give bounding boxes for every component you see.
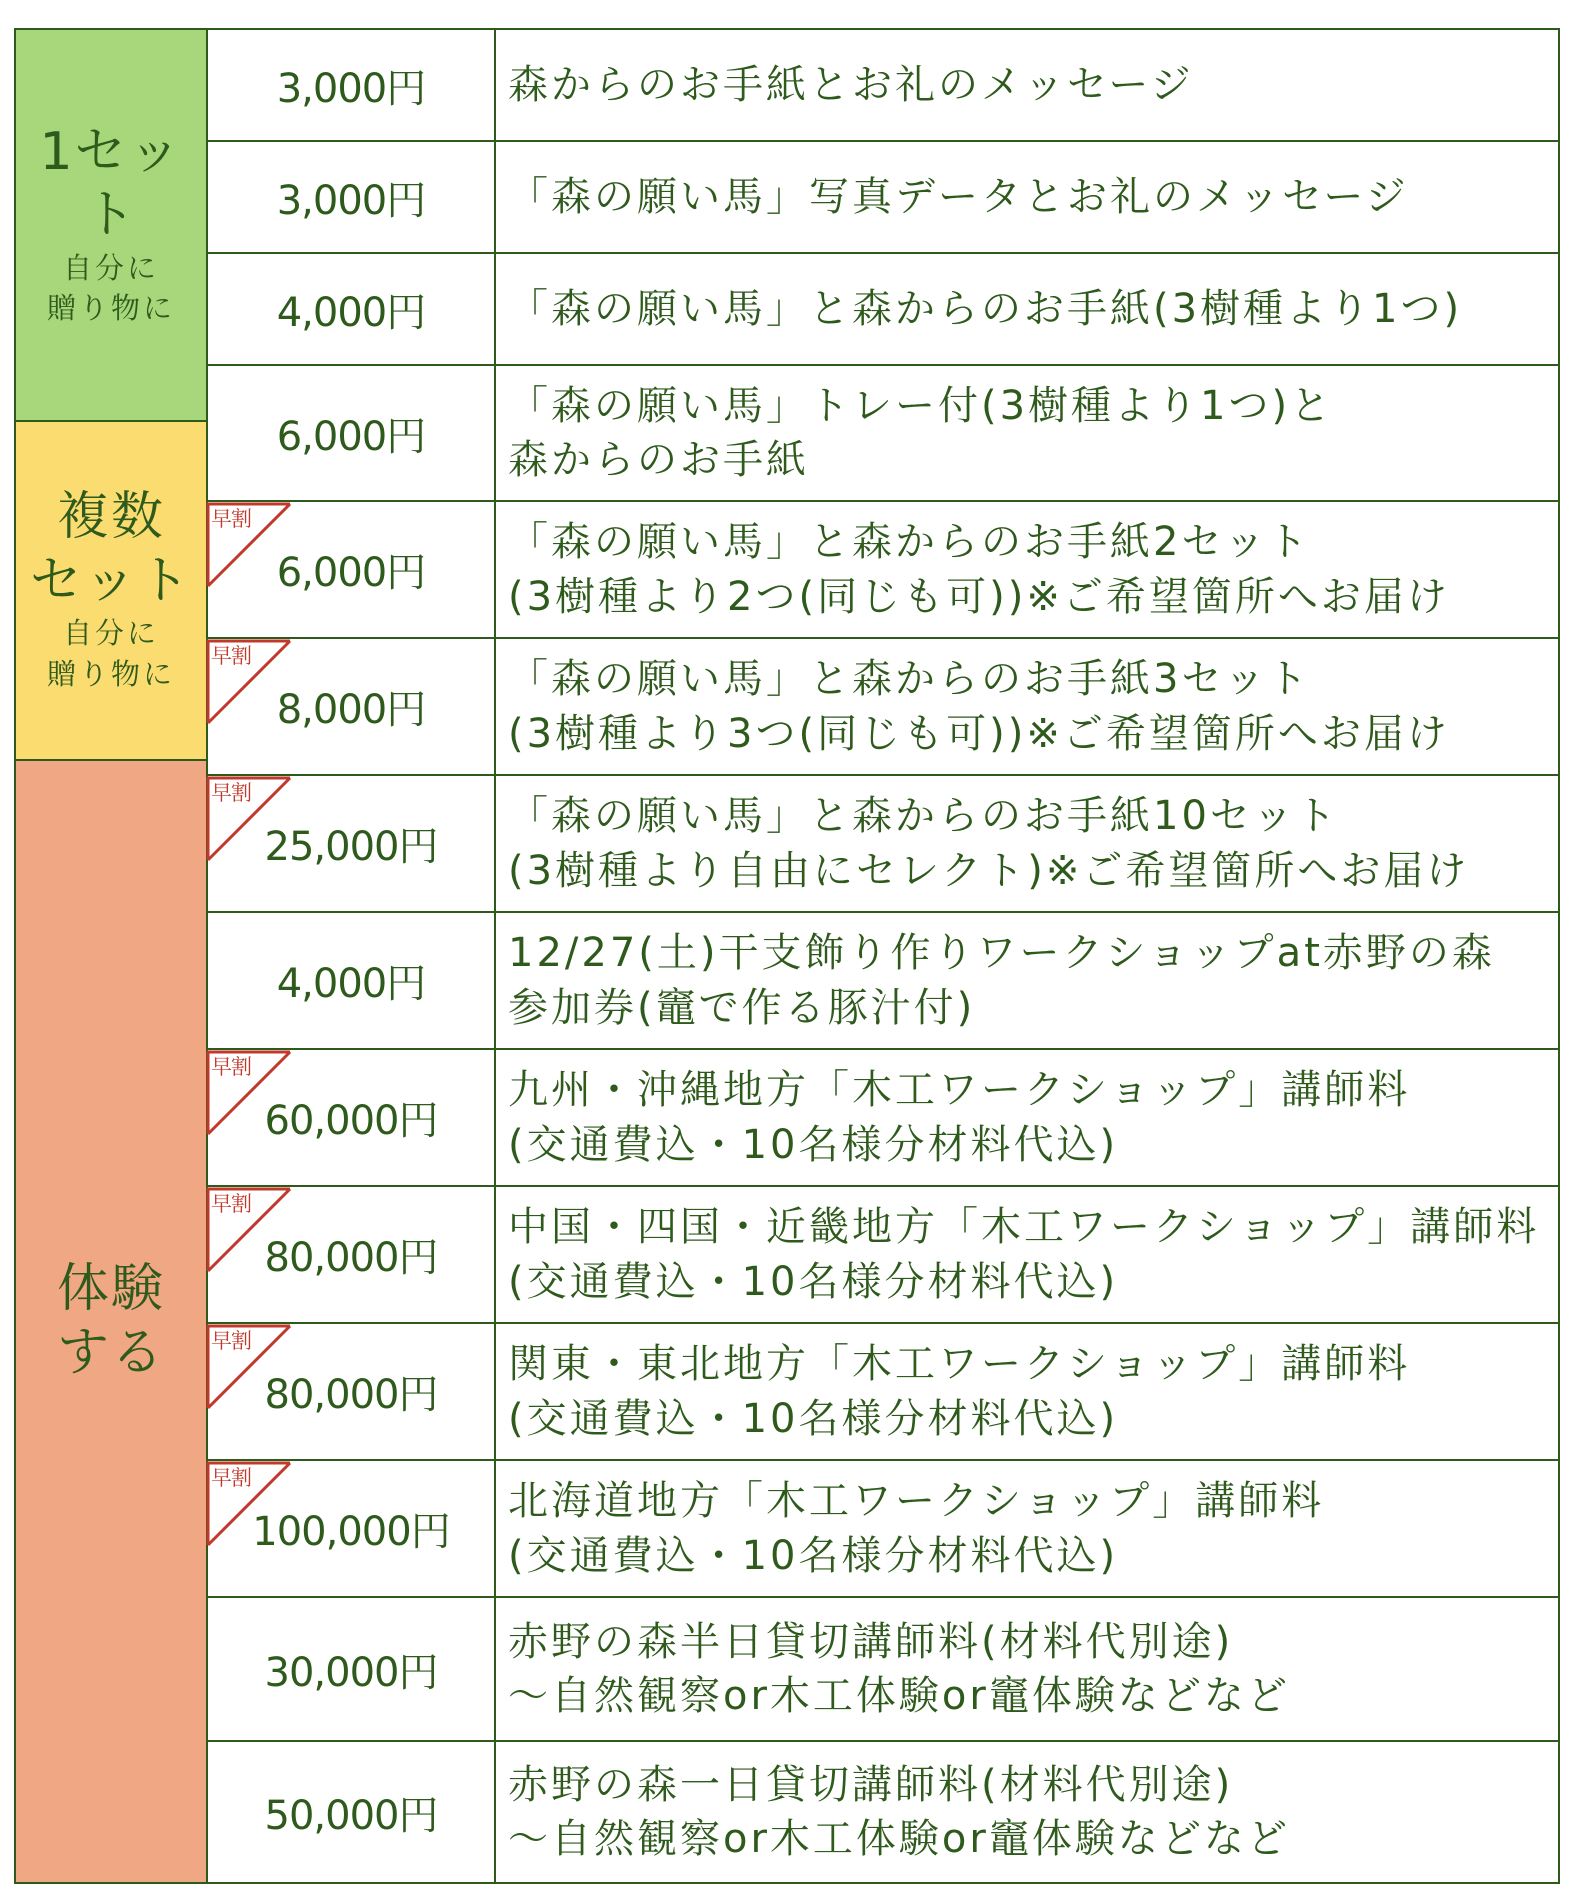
price-value: 3,000円 <box>276 65 426 112</box>
description-line: 「森の願い馬」トレー付(3樹種より1つ)と <box>508 382 1334 429</box>
price-cell <box>208 1742 496 1882</box>
description-cell <box>496 502 1560 637</box>
description-line: 関東・東北地方「木工ワークショップ」講師料 <box>508 1341 1411 1388</box>
category-title: 複数 <box>56 487 165 548</box>
table-row <box>208 1596 1560 1740</box>
price-cell <box>208 639 496 774</box>
table-row <box>208 140 1560 252</box>
description-line: (3樹種より3つ(同じも可))※ご希望箇所へお届け <box>508 710 1450 757</box>
category-experience <box>14 759 208 1884</box>
table-row <box>208 28 1560 140</box>
table-row <box>208 774 1560 911</box>
badge-label: 早割 <box>211 507 251 531</box>
category-subtitle: 贈り物に <box>46 291 175 326</box>
description-cell <box>496 1050 1560 1185</box>
description-line: (交通費込・10名様分材料代込) <box>508 1258 1119 1305</box>
price-cell <box>208 1324 496 1459</box>
description-cell <box>496 1187 1560 1322</box>
description-cell <box>496 254 1560 364</box>
price-value: 60,000円 <box>264 1098 438 1144</box>
badge-label: 早割 <box>211 644 251 668</box>
description-cell <box>496 1742 1560 1882</box>
price-value: 25,000円 <box>264 824 438 870</box>
price-cell <box>208 776 496 911</box>
badge-label: 早割 <box>211 1329 251 1353</box>
badge-label: 早割 <box>211 1055 251 1079</box>
category-title: 体験 <box>56 1259 165 1320</box>
table-row <box>208 1459 1560 1596</box>
description-line: (3樹種より2つ(同じも可))※ご希望箇所へお届け <box>508 573 1450 620</box>
table-row <box>208 911 1560 1048</box>
early-discount-badge <box>206 1187 292 1273</box>
price-cell <box>208 1050 496 1185</box>
description-line: 〜自然観察or木工体験or竈体験などなど <box>508 1673 1290 1719</box>
category-title: セット <box>29 550 192 611</box>
description-line: 赤野の森一日貸切講師料(材料代別途) <box>508 1761 1234 1808</box>
early-discount-badge <box>206 1050 292 1136</box>
description-line: 森からのお手紙とお礼のメッセージ <box>508 61 1194 108</box>
badge-label: 早割 <box>211 781 251 805</box>
category-title: する <box>56 1322 165 1383</box>
price-value: 50,000円 <box>264 1792 438 1839</box>
price-cell <box>208 254 496 364</box>
price-value: 6,000円 <box>276 550 426 596</box>
description-line: 12/27(土)干支飾り作りワークショップat赤野の森 <box>508 930 1495 977</box>
description-cell <box>496 366 1560 500</box>
category-multi-set <box>14 420 208 761</box>
early-discount-badge <box>206 639 292 725</box>
table-row <box>208 1185 1560 1322</box>
table-row <box>208 364 1560 500</box>
description-cell <box>496 913 1560 1048</box>
description-cell <box>496 639 1560 774</box>
description-line: (交通費込・10名様分材料代込) <box>508 1121 1119 1168</box>
early-discount-badge <box>206 502 292 588</box>
early-discount-badge <box>206 1324 292 1410</box>
early-discount-badge <box>206 776 292 862</box>
description-line: (交通費込・10名様分材料代込) <box>508 1532 1119 1579</box>
price-value: 80,000円 <box>264 1372 438 1418</box>
description-cell <box>496 1598 1560 1740</box>
description-line: 「森の願い馬」と森からのお手紙10セット <box>508 793 1339 840</box>
price-cell <box>208 913 496 1048</box>
early-discount-badge <box>206 1461 292 1547</box>
description-cell <box>496 1461 1560 1596</box>
table-row <box>208 637 1560 774</box>
description-line: 参加券(竈で作る豚汁付) <box>508 984 976 1031</box>
table-row <box>208 252 1560 364</box>
price-value: 80,000円 <box>264 1235 438 1281</box>
price-value: 8,000円 <box>276 687 426 733</box>
description-line: 「森の願い馬」と森からのお手紙3セット <box>508 656 1311 703</box>
price-cell <box>208 502 496 637</box>
price-value: 4,000円 <box>276 961 426 1007</box>
table-row <box>208 1740 1560 1884</box>
description-line: 森からのお手紙 <box>508 437 809 483</box>
price-value: 3,000円 <box>276 177 426 224</box>
description-line: 「森の願い馬」写真データとお礼のメッセージ <box>508 173 1409 220</box>
description-line: 九州・沖縄地方「木工ワークショップ」講師料 <box>508 1067 1411 1114</box>
description-cell <box>496 142 1560 252</box>
description-cell <box>496 30 1560 140</box>
table-row <box>208 500 1560 637</box>
badge-label: 早割 <box>211 1192 251 1216</box>
description-line: (3樹種より自由にセレクト)※ご希望箇所へお届け <box>508 847 1470 894</box>
description-cell <box>496 776 1560 911</box>
price-value: 6,000円 <box>276 413 426 460</box>
description-line: 〜自然観察or木工体験or竈体験などなど <box>508 1816 1290 1862</box>
description-line: 「森の願い馬」と森からのお手紙(3樹種より1つ) <box>508 285 1463 332</box>
price-value: 100,000円 <box>252 1509 450 1555</box>
category-subtitle: 自分に <box>62 250 159 285</box>
price-cell <box>208 1461 496 1596</box>
category-single-set <box>14 28 208 422</box>
price-cell <box>208 1187 496 1322</box>
description-line: (交通費込・10名様分材料代込) <box>508 1395 1119 1442</box>
price-table <box>14 28 1560 1884</box>
table-row <box>208 1048 1560 1185</box>
description-line: 中国・四国・近畿地方「木工ワークショップ」講師料 <box>508 1204 1540 1251</box>
price-cell <box>208 1598 496 1740</box>
price-cell <box>208 142 496 252</box>
price-value: 4,000円 <box>276 289 426 336</box>
category-subtitle: 自分に <box>62 616 159 651</box>
table-row <box>208 1322 1560 1459</box>
description-cell <box>496 1324 1560 1459</box>
badge-label: 早割 <box>211 1466 251 1490</box>
description-line: 赤野の森半日貸切講師料(材料代別途) <box>508 1618 1234 1665</box>
price-cell <box>208 30 496 140</box>
description-line: 「森の願い馬」と森からのお手紙2セット <box>508 519 1311 566</box>
price-cell <box>208 366 496 500</box>
price-value: 30,000円 <box>264 1649 438 1696</box>
category-title: 1セット <box>39 121 183 246</box>
description-line: 北海道地方「木工ワークショップ」講師料 <box>508 1478 1325 1525</box>
category-subtitle: 贈り物に <box>46 656 175 691</box>
